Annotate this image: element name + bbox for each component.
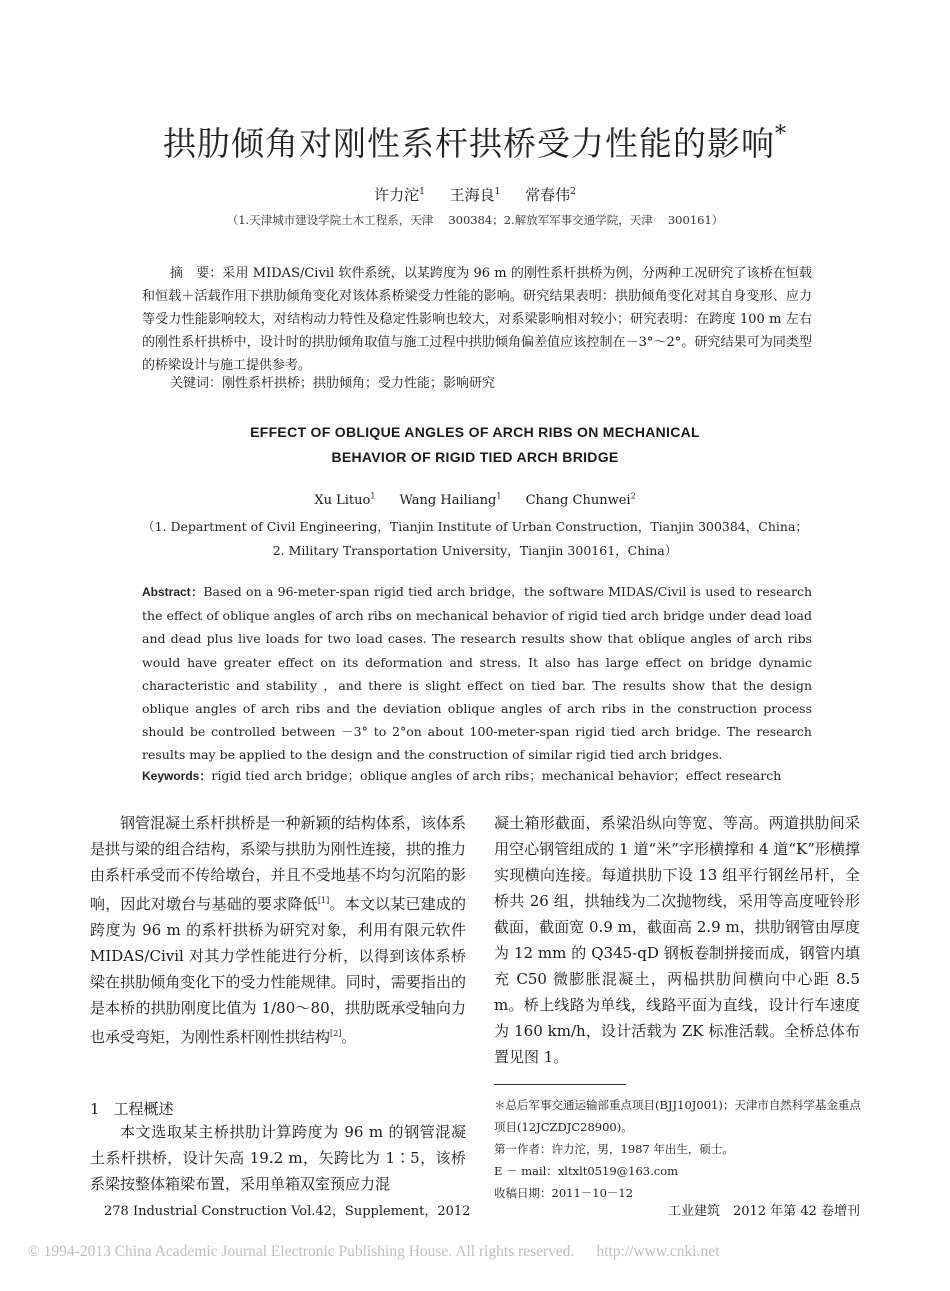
section-heading <box>90 1098 174 1119</box>
affiliation: （1.天津城市建设学院土木工程系，天津 300384；2.解放军军事交通学院，天津 300161） <box>226 213 724 227</box>
footnote-divider <box>494 1084 626 1085</box>
en-keywords <box>142 766 781 784</box>
en-author: Wang Hailiang$^1$ <box>399 492 502 509</box>
citation-ref: [2] <box>330 1029 342 1038</box>
en-keywords-label: Keywords： <box>142 769 212 783</box>
cn-keywords-label: 关键词： <box>170 376 223 391</box>
page-title <box>0 118 950 165</box>
footnote-received: 收稿日期：2011－10－12 <box>494 1186 634 1200</box>
section-title: 工程概述 <box>113 1100 174 1118</box>
footnotes <box>494 1094 864 1204</box>
en-keywords-text: rigid tied arch bridge；oblique angles of arch ribs；mechanical behavior；effect research <box>211 768 782 783</box>
footnote-email: E － mail：xltxlt0519@163.com <box>494 1164 679 1178</box>
en-author-list <box>0 492 950 508</box>
body-right-paragraph: 凝土箱形截面，系梁沿纵向等宽、等高。两道拱肋间采用空心钢管组成的 1 道“米”字形横撑和 4 道“K”形横撑实现横向连接。每道拱肋下设 13 组平行钢丝吊杆，全桥共 26 组，拱轴线为二次抛物线，采用等高度哑铃形截面，截面宽 0.9 m，截面高 2.9 m，拱肋钢管由厚度为 12 mm 的 Q345-qD 钢板卷制拼接而成，钢管内填充 C50 微膨胀混凝土，两榀拱肋间横向中心距 8.5 m。桥上线路为单线，线路平面为直线，设计行车速度为 160 km/h，设计活载为 ZK 标准活载。全桥总体布置见图 1。 <box>494 814 860 1066</box>
author: 许力沱$^1$ <box>374 186 425 204</box>
intro-text: 。本文以某已建成的跨度为 96 m 的系杆拱桥为研究对象，利用有限元软件 MIDAS/Civil 对其力学性能进行分析，以得到该体系桥梁在拱肋倾角变化下的受力性能规律。同时，需要指出的是本桥的拱肋刚度比值为 1/80～80，拱肋既承受轴向力也承受弯矩，为刚性系杆刚性拱结构 <box>90 895 466 1046</box>
en-affiliation-line1: （1. Department of Civil Engineering，Tianjin Institute of Urban Construction，Tianjin 300384，China； <box>142 519 808 534</box>
en-title-line1: EFFECT OF OBLIQUE ANGLES OF ARCH RIBS ON MECHANICAL <box>250 424 700 440</box>
footnote-fund: ＊总后军事交通运输部重点项目(BJJ10J001)；天津市自然科学基金重点项目(12JCZDJC28900)。 <box>494 1098 861 1134</box>
cn-abstract-text: 采用 MIDAS/Civil 软件系统，以某跨度为 96 m 的刚性系杆拱桥为例，分两种工况研究了该桥在恒载和恒载＋活载作用下拱肋倾角变化对该体系桥梁受力性能的影响。研究结果表明：拱肋倾角变化对其自身变形、应力等受力性能影响较大，对结构动力特性及稳定性影响也较大，对系梁影响相对较小；研究表明：在跨度 100 m 左右的刚性系杆拱桥中，设计时的拱肋倾角取值与施工过程中拱肋倾角偏差值应该控制在－3°～2°。研究结果可为同类型的桥梁设计与施工提供参考。 <box>142 266 812 373</box>
footer-journal-cn: 工业建筑 2012 年第 42 卷增刊 <box>667 1204 860 1219</box>
copyright-text: © 1994-2013 China Academic Journal Electronic Publishing House. All rights reserved. <box>28 1243 575 1260</box>
en-title <box>0 420 950 470</box>
en-affiliation <box>0 515 950 563</box>
title-text: 拱肋倾角对刚性系杆拱桥受力性能的影响 <box>163 124 775 163</box>
footnote-author: 第一作者：许力沱，男，1987 年出生，硕士。 <box>494 1142 734 1156</box>
cn-abstract <box>142 262 812 377</box>
title-footnote-mark: * <box>775 122 787 147</box>
intro-text: 钢管混凝土系杆拱桥是一种新颖的结构体系，该体系是拱与梁的组合结构，系梁与拱肋为刚性连接，拱的推力由系杆承受而不传给墩台，并且不受地基不均匀沉陷的影响，因此对墩台与基础的要求降低 <box>90 814 466 913</box>
cn-keywords-text: 刚性系杆拱桥；拱肋倾角；受力性能；影响研究 <box>222 376 496 391</box>
section-number: 1 <box>90 1100 100 1118</box>
copyright-notice <box>28 1243 719 1261</box>
author-list <box>0 184 950 205</box>
en-abstract <box>142 580 812 767</box>
footer-journal-info: 278 Industrial Construction Vol.42，Supplement，2012 <box>104 1204 471 1219</box>
author: 王海良$^1$ <box>449 186 501 204</box>
author: 常春伟$^2$ <box>525 186 576 204</box>
en-abstract-text: Based on a 96-meter-span rigid tied arch bridge，the software MIDAS/Civil is used to research the effect of oblique angles of arch ribs on mechanical behavior of rigid tied arch bridge under dead load and dead plus live loads for two load cases. The research results show that oblique angles of arch ribs would have greater effect on its deformation and stress. It also has large effect on bridge dynamic characteristic and stability ，and there is slight effect on tied bar. The results show that the design oblique angles of arch ribs and the deviation oblique angles of arch ribs in the construction process should be controlled between －3° to 2°on about 100-meter-span rigid tied arch bridge. The research results may be applied to the design and the construction of similar rigid tied arch bridges. <box>142 584 813 763</box>
cn-keywords <box>170 372 495 391</box>
cn-abstract-label: 摘 要： <box>170 266 223 281</box>
en-title-line2: BEHAVIOR OF RIGID TIED ARCH BRIDGE <box>331 449 619 465</box>
en-affiliation-line2: 2. Military Transportation University，Tianjin 300161，China） <box>272 543 678 558</box>
body-intro-paragraph <box>90 810 466 1050</box>
en-abstract-label: Abstract： <box>142 585 204 599</box>
intro-text: 。 <box>341 1028 357 1046</box>
en-author: Xu Lituo$^1$ <box>314 492 376 509</box>
section1-paragraph: 本文选取某主桥拱肋计算跨度为 96 m 的钢管混凝土系杆拱桥，设计矢高 19.2 m，矢跨比为 1∶5，该桥系梁按整体箱梁布置，采用单箱双室预应力混 <box>90 1123 466 1193</box>
copyright-url[interactable]: http://www.cnki.net <box>596 1243 720 1260</box>
en-author: Chang Chunwei$^2$ <box>525 492 636 509</box>
citation-ref: [1] <box>317 896 330 905</box>
